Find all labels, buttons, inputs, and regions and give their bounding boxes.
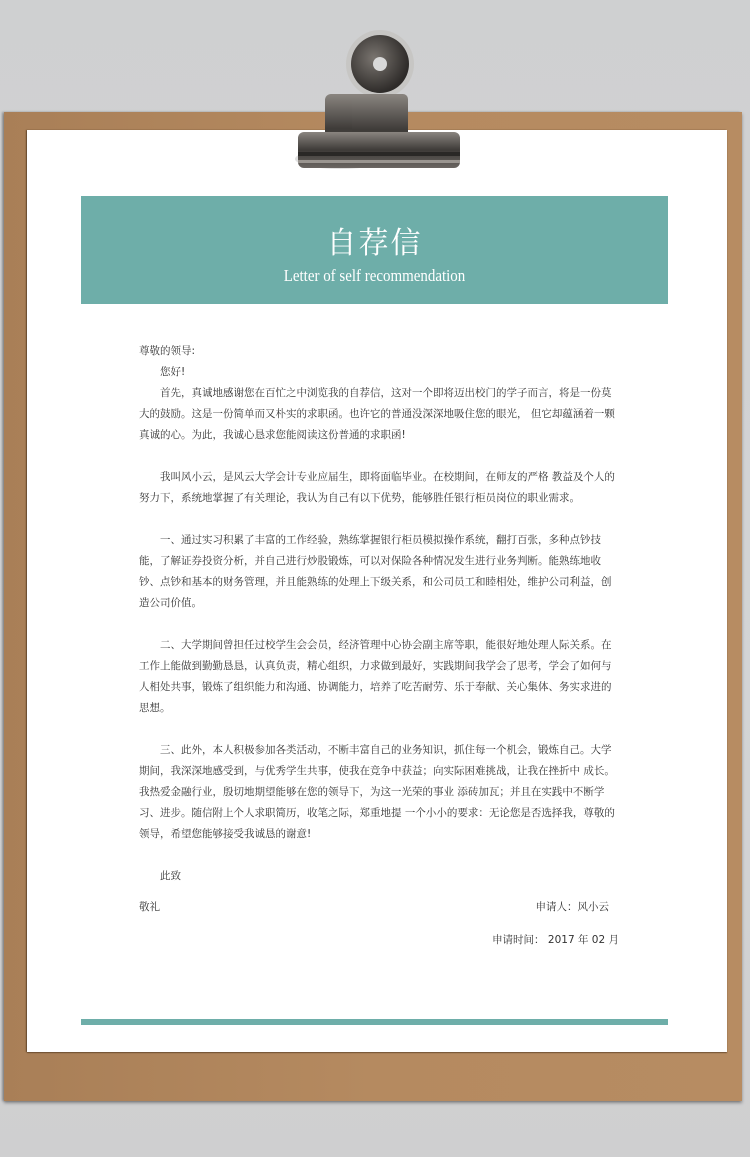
closing-ci-zhi: 此致 bbox=[160, 870, 181, 882]
paragraph-point-1: 一、通过实习积累了丰富的工作经验，熟练掌握银行柜员模拟操作系统，翻打百张，多种点钞技能，了解证券投资分析，并自己进行炒股锻炼，可以对保险各种情况发生进行业务判断。能熟练地收钞、点钞和基本的财务管理，并且能熟练的处理上下级关系，和公司员工和睦相处，维护公司利益，创造公司价值。 bbox=[139, 534, 612, 609]
salutation: 尊敬的领导: bbox=[139, 345, 196, 357]
paragraph-point-3: 三、此外，本人积极参加各类活动，不断丰富自己的业务知识，抓住每一个机会，锻炼自己。大学期间，我深深地感受到，与优秀学生共事，使我在竞争中获益；向实际困难挑战，让我在挫折中 成长。我热爱金融行业，殷切地期望能够在您的领导下，为这一光荣的事业 添砖加瓦；并且在实践中不断学习、进步。随信附上个人求职简历，收笔之际，郑重地提 一个小小的要求：无论您是否选择我，尊敬的领导，希望您能够接受我诚恳的谢意! bbox=[139, 744, 615, 840]
footer-divider bbox=[81, 1019, 668, 1025]
greeting: 您好! bbox=[160, 366, 186, 378]
closing-jing-li: 敬礼 bbox=[139, 901, 160, 913]
application-date: 申请时间： 2017 年 02 月 bbox=[492, 934, 619, 946]
paragraph-intro: 首先，真诚地感谢您在百忙之中浏览我的自荐信，这对一个即将迈出校门的学子而言，将是一份莫大的鼓励。这是一份简单而又朴实的求职函。也许它的普通没深深地吸住您的眼光， 但它却蕴涵着一颗真诚的心。为此，我诚心恳求您能阅读这份普通的求职函! bbox=[139, 387, 615, 441]
binder-clip-icon bbox=[285, 24, 465, 174]
paragraph-point-2: 二、大学期间曾担任过校学生会会员，经济管理中心协会副主席等职，能很好地处理人际关系。在工作上能做到勤勤恳恳，认真负责，精心组织，力求做到最好，实践期间我学会了思考，学会了如何与人相处共事，锻炼了组织能力和沟通、协调能力，培养了吃苦耐劳、乐于奉献、关心集体、务实求进的思想。 bbox=[139, 639, 612, 714]
title-chinese: 自荐信 bbox=[326, 226, 423, 261]
title-banner bbox=[81, 196, 668, 304]
applicant-name: 申请人：风小云 bbox=[535, 901, 609, 913]
paragraph-self-intro: 我叫风小云，是风云大学会计专业应届生，即将面临毕业。在校期间，在师友的严格 教益及个人的努力下，系统地掌握了有关理论，我认为自己有以下优势，能够胜任银行柜员岗位的职业需求。 bbox=[139, 471, 615, 504]
letter-body bbox=[139, 341, 619, 951]
title-english: Letter of self recommendation bbox=[283, 266, 466, 285]
